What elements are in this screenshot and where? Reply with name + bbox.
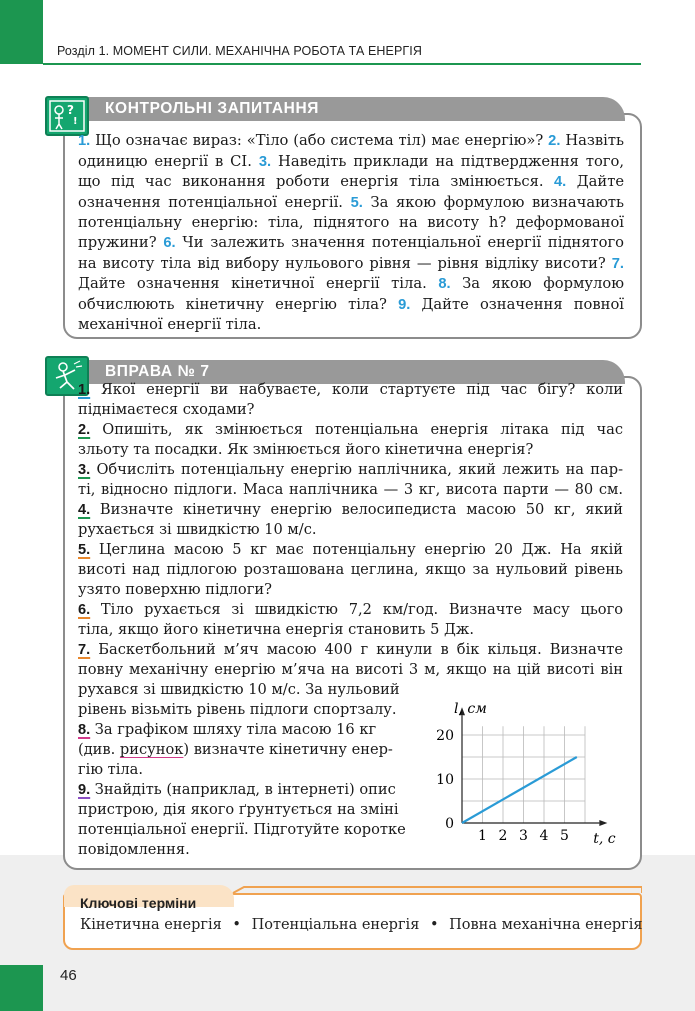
exercise-text: рухається зі швидкістю 10 м/с. bbox=[78, 521, 317, 538]
chapter-marker bbox=[0, 0, 43, 64]
svg-text:!: ! bbox=[73, 116, 78, 127]
exercise-text: тіла, якщо його кінетична енергія становить 5 Дж. bbox=[78, 621, 474, 638]
exercise-text: (див. bbox=[78, 741, 120, 758]
exercise-item bbox=[78, 381, 623, 398]
exercise-text: Цеглина масою 5 кг має потенціальну енергію 20 Дж. На якій bbox=[90, 541, 623, 558]
exercise-text: рівень візьміть рівень підлоги спортзалу. bbox=[78, 701, 397, 718]
key-term: Потенціальна енергія bbox=[251, 917, 420, 933]
exercise-item-continuation bbox=[78, 621, 474, 638]
key-terms-list bbox=[80, 917, 643, 933]
header-rule bbox=[43, 63, 641, 65]
chart-grid bbox=[462, 726, 585, 823]
exercise-text: узято поверхню підлоги? bbox=[78, 581, 272, 598]
exercise-item-continuation bbox=[78, 561, 623, 578]
question-text: Дайте означення кінетичної енергії тіла. bbox=[78, 275, 427, 293]
question-text: Назвіть одиницю енергії в СІ. bbox=[78, 132, 624, 170]
question-text: Чи залежить значення потенціальної енергії піднятого на висоту тіла від вибору нульового рівня — рівня відліку висоти? bbox=[78, 233, 624, 272]
exercise-item-continuation bbox=[78, 741, 393, 758]
exercise-text: повну механічну енергію м’яча на висоті 3 м, якщо на цій висоті він bbox=[78, 661, 623, 678]
exercise-number: 2. bbox=[78, 422, 91, 438]
exercise-item bbox=[78, 501, 623, 518]
question-text: Дайте означення повної механічної енергії тіла. bbox=[78, 295, 624, 334]
exercise-text: Якої енергії ви набуваєте, коли стартуєте під час бігу? коли bbox=[90, 381, 623, 398]
exercise-text: зльоту та посадки. Як змінюється його кінетична енергія? bbox=[78, 441, 534, 458]
exercise-item bbox=[78, 601, 623, 618]
y-axis-label: l, см bbox=[454, 701, 487, 718]
exercise-item bbox=[78, 421, 623, 438]
question-number: 1. bbox=[78, 133, 91, 149]
x-axis-arrow bbox=[599, 820, 607, 826]
exercise-text: рухався зі швидкістю 10 м/с. За нульовий bbox=[78, 681, 400, 698]
exercise-number: 1. bbox=[78, 382, 91, 398]
exercise-text: Обчисліть потенціальну енергію наплічника, який лежить на пар- bbox=[90, 461, 623, 478]
exercise-item-continuation bbox=[78, 701, 397, 718]
y-tick-label: 20 bbox=[436, 728, 454, 744]
x-axis-label: t, c bbox=[593, 831, 616, 847]
exercise-item-continuation bbox=[78, 661, 623, 678]
question-text: Що означає вираз: «Тіло (або система тіл) має енергію»? bbox=[95, 132, 544, 149]
exercise-number: 5. bbox=[78, 542, 91, 558]
x-tick-label: 5 bbox=[560, 828, 569, 844]
exercise-text: Опишіть, як змінюється потенціальна енергія літака під час bbox=[90, 421, 623, 438]
exercise-item bbox=[78, 541, 623, 558]
exercise-text: Тіло рухається зі швидкістю 7,2 км/год. Визначте масу цього bbox=[90, 601, 623, 618]
exercise-text: піднімаєтеся сходами? bbox=[78, 401, 255, 418]
question-number: 2. bbox=[548, 133, 561, 149]
question-number: 3. bbox=[258, 153, 272, 170]
exercise-number: 6. bbox=[78, 602, 91, 618]
exercise-item-continuation bbox=[78, 801, 399, 818]
exercise-number: 4. bbox=[78, 502, 91, 518]
key-term: Повна механічна енергія bbox=[449, 917, 643, 933]
exercise-text: Баскетбольний м’яч масою 400 г кинули в бік кільця. Визначте bbox=[90, 641, 623, 658]
y-tick-label: 10 bbox=[436, 772, 454, 788]
exercise-item bbox=[78, 781, 396, 798]
x-tick-label: 2 bbox=[498, 828, 508, 844]
exercise-text: гію тіла. bbox=[78, 761, 144, 778]
section-header: Розділ 1. МОМЕНТ СИЛИ. МЕХАНІЧНА РОБОТА ТА ЕНЕРГІЯ bbox=[57, 44, 422, 58]
exercise-number: 7. bbox=[78, 642, 91, 658]
exercise-text: ті, відносно підлоги. Маса наплічника — 3 кг, висота парти — 80 см. bbox=[78, 481, 623, 498]
exercise-item-continuation bbox=[78, 841, 190, 858]
exercise-item bbox=[78, 721, 376, 738]
chart-series bbox=[462, 757, 577, 823]
question-text: За якою формулою визначають потенціальну енергію: тіла, піднятого на висоту h? деформованої пружини? bbox=[78, 193, 624, 251]
exercise-text: пристрою, дія якого ґрунтується на зміні bbox=[78, 801, 399, 818]
x-tick-label: 3 bbox=[519, 828, 528, 844]
exercise-item-continuation bbox=[78, 401, 255, 418]
question-number: 7. bbox=[611, 255, 624, 272]
question-number: 8. bbox=[438, 276, 451, 293]
svg-text:?: ? bbox=[67, 103, 74, 117]
question-number: 9. bbox=[398, 296, 411, 313]
question-number: 4. bbox=[554, 174, 567, 191]
question-text: За якою формулою обчислюють кінетичну енергію тіла? bbox=[78, 275, 624, 313]
key-terms-title: Ключові терміни bbox=[80, 895, 197, 911]
exercise-text: повідомлення. bbox=[78, 841, 190, 858]
page-marker bbox=[0, 965, 43, 1011]
page-number: 46 bbox=[60, 967, 77, 984]
exercise-item-continuation bbox=[78, 581, 272, 598]
exercise-text: ) визначте кінетичну енер- bbox=[183, 741, 393, 758]
question-number: 6. bbox=[163, 234, 176, 251]
y-tick-label: 0 bbox=[445, 816, 454, 832]
series-line bbox=[462, 757, 577, 823]
question-text: Наведіть приклади на підтвердження того, що під час виконання роботи енергія тіла змінюється. bbox=[78, 152, 625, 191]
x-tick-label: 1 bbox=[478, 828, 487, 844]
exercise-item-continuation bbox=[78, 761, 143, 778]
exercise-item-continuation bbox=[78, 481, 623, 498]
key-term-separator: • bbox=[232, 917, 241, 933]
exercise-title: ВПРАВА № 7 bbox=[87, 360, 625, 384]
exercise-text: висоті над підлогою розташована цеглина, якщо за нульовий рівень bbox=[78, 561, 623, 578]
control-questions-text bbox=[78, 131, 624, 335]
key-term-separator: • bbox=[429, 917, 439, 933]
question-person-icon bbox=[45, 96, 89, 136]
exercise-item-continuation bbox=[78, 521, 317, 538]
exercise-number: 9. bbox=[78, 782, 91, 798]
figure-link[interactable]: рисунок bbox=[119, 741, 184, 758]
exercise-text: Знайдіть (наприклад, в інтернеті) опис bbox=[90, 781, 396, 798]
exercise-text: Визначте кінетичну енергію велосипедиста масою 50 кг, який bbox=[90, 501, 623, 518]
exercise-item-continuation bbox=[78, 821, 406, 838]
exercise-item-continuation bbox=[78, 681, 400, 698]
question-number: 5. bbox=[350, 194, 363, 211]
exercise-number: 8. bbox=[78, 722, 91, 738]
control-questions-title: КОНТРОЛЬНІ ЗАПИТАННЯ bbox=[87, 97, 625, 121]
exercise-item bbox=[78, 461, 623, 478]
exercise-text: потенціальної енергії. Підготуйте коротке bbox=[78, 821, 406, 838]
question-text: Дайте означення потенціальної енергії. bbox=[78, 173, 625, 211]
exercise-number: 3. bbox=[78, 462, 91, 478]
exercise-item bbox=[78, 641, 623, 658]
x-tick-label: 4 bbox=[539, 828, 549, 844]
exercise-text: За графіком шляху тіла масою 16 кг bbox=[90, 721, 377, 738]
path-time-chart bbox=[420, 692, 635, 857]
exercise-item-continuation bbox=[78, 441, 533, 458]
key-term: Кінетична енергія bbox=[80, 917, 222, 933]
chart-ticks bbox=[436, 701, 616, 847]
